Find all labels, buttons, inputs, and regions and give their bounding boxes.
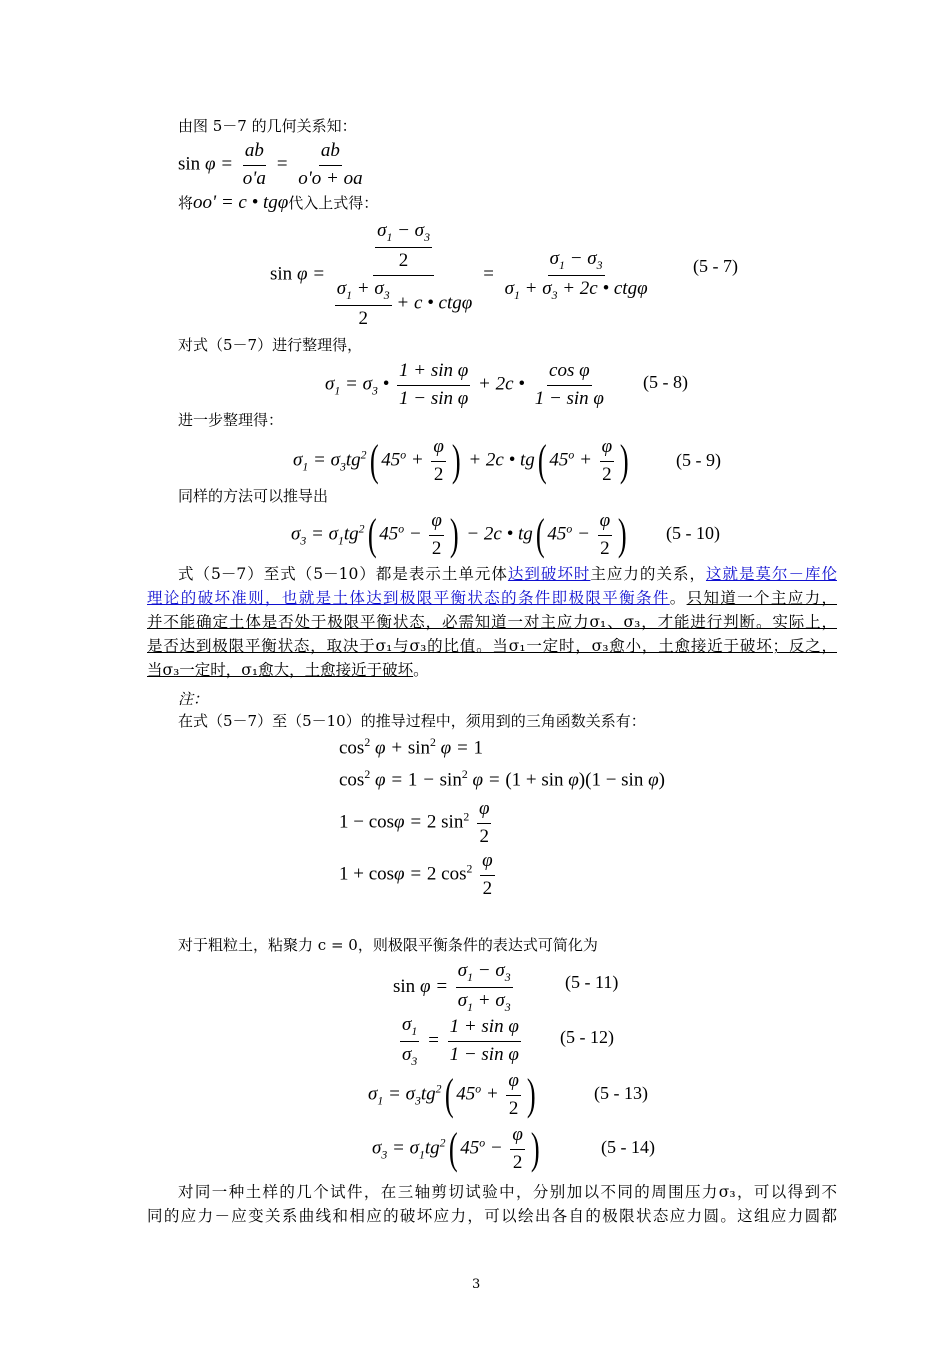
equation-label-5-13: (5 - 13) <box>594 1083 648 1103</box>
intro-geometry-text: 由图 5－7 的几何关系知： <box>178 117 357 135</box>
identity-1: $\cos^2 \varphi + \sin^2 \varphi = 1$ <box>339 736 483 759</box>
equation-5-13: $\sigma_1 = \sigma_3tg^2$( $45^o$ + $\frac{\varphi}{2}$ ) <box>368 1070 536 1120</box>
equation-label-5-12: (5 - 12) <box>560 1027 614 1047</box>
equation-label-5-7: (5 - 7) <box>693 256 738 276</box>
note-text: 在式（5－7）至（5－10）的推导过程中，须用到的三角函数关系有： <box>178 712 646 730</box>
note-label: 注： <box>178 690 209 708</box>
rearrange-text: 对式（5－7）进行整理得， <box>178 336 363 354</box>
equation-label-5-8: (5 - 8) <box>643 372 688 392</box>
equation-5-12: $\frac{\sigma_1}{\sigma_3}$ = $\frac{\text{1 + sin φ}}{\text{1 − sin φ}}$ <box>402 1014 519 1068</box>
equation-5-11: sin φ = $\frac{\sigma_1 - \sigma_3}{\sigma_1 + \sigma_3}$ <box>393 960 511 1014</box>
equation-5-7: sin φ = $\frac{\sigma_1 - \sigma_3}{2}$ $\frac{\sigma_1 + \sigma_3}{2}$ + c • ctgφ = $\frac{\sigma_1 - \sigma_3}{\sigma_1 + \sigma_3 + 2c • ctg\varphi}$ <box>270 220 648 329</box>
link-failure-state[interactable]: 达到破坏时 <box>507 565 591 583</box>
equation-5-8: $\sigma_1 = \sigma_3$ • $\frac{\text{1 + sin φ}}{\text{1 − sin φ}}$ + 2c • $\frac{\text{cos φ}}{\text{1 − sin φ}}$ <box>325 360 604 409</box>
coarse-soil-text: 对于粗粒土，粘聚力 c = 0，则极限平衡条件的表达式可简化为 <box>178 936 598 954</box>
further-text: 进一步整理得： <box>178 411 284 429</box>
equation-label-5-10: (5 - 10) <box>666 523 720 543</box>
failure-criterion-paragraph: 式（5－7）至式（5－10）都是表示土单元体达到破坏时主应力的关系，这就是莫尔－库伦 理论的破坏准则，也就是土体达到极限平衡状态的条件即极限平衡条件。只知道一个主应力， 并不能确定土体是否处于极限平衡状态，必需知道一对主应力σ₁、σ₃，才能进行判断。实际上， 是否达到极限平衡状态，取决于σ₁与σ₃的比值。当σ₁一定时，σ₃愈小，土愈接近于破坏；反之， 当σ₃一定时，σ₁愈大，土愈接近于破坏。 <box>147 565 837 679</box>
equation-5-14: $\sigma_3 = \sigma_1tg^2$( $45^o$ − $\frac{\varphi}{2}$ ) <box>372 1124 540 1174</box>
equation-label-5-9: (5 - 9) <box>676 450 721 470</box>
identity-2: $\cos^2 \varphi = 1 - \sin^2 \varphi = (1 + \sin \varphi)(1 - \sin \varphi)$ <box>339 768 665 791</box>
substitute-line: 将oo' = c • tgφ代入上式得： <box>178 192 379 213</box>
equation-sin-geometry: sin φ = $\frac{ab}{o'a}$ = $\frac{ab}{o'o + oa}$ <box>178 140 363 189</box>
page-number: 3 <box>472 1277 481 1292</box>
triaxial-paragraph: 对同一种土样的几个试件，在三轴剪切试验中，分别加以不同的周围压力σ₃，可以得到不 同的应力－应变关系曲线和相应的破坏应力，可以绘出各自的极限状态应力圆。这组应力圆都 <box>147 1183 837 1225</box>
equation-5-9: $\sigma_1 = \sigma_3tg^2$( $45^o$ + $\frac{\varphi}{2}$ ) + 2c • tg( $45^o$ + $\frac{\varphi}{2}$ ) <box>293 436 629 486</box>
equation-5-10: $\sigma_3 = \sigma_1tg^2$( $45^o$ − $\frac{\varphi}{2}$ ) − 2c • tg( $45^o$ − $\frac{\varphi}{2}$ ) <box>291 510 627 560</box>
same-method-text: 同样的方法可以推导出 <box>178 487 329 505</box>
link-limit-equilibrium[interactable]: 理论的破坏准则，也就是土体达到极限平衡状态的条件即极限平衡条件 <box>147 589 670 607</box>
identity-3: 1 − cosφ = 2 $\sin^2$ $\frac{\varphi}{2}$ <box>339 798 490 847</box>
identity-4: 1 + cosφ = 2 $\cos^2$ $\frac{\varphi}{2}$ <box>339 850 493 899</box>
equation-label-5-11: (5 - 11) <box>565 972 619 992</box>
equation-label-5-14: (5 - 14) <box>601 1137 655 1157</box>
link-mohr-coulomb[interactable]: 这就是莫尔－库伦 <box>705 565 837 583</box>
